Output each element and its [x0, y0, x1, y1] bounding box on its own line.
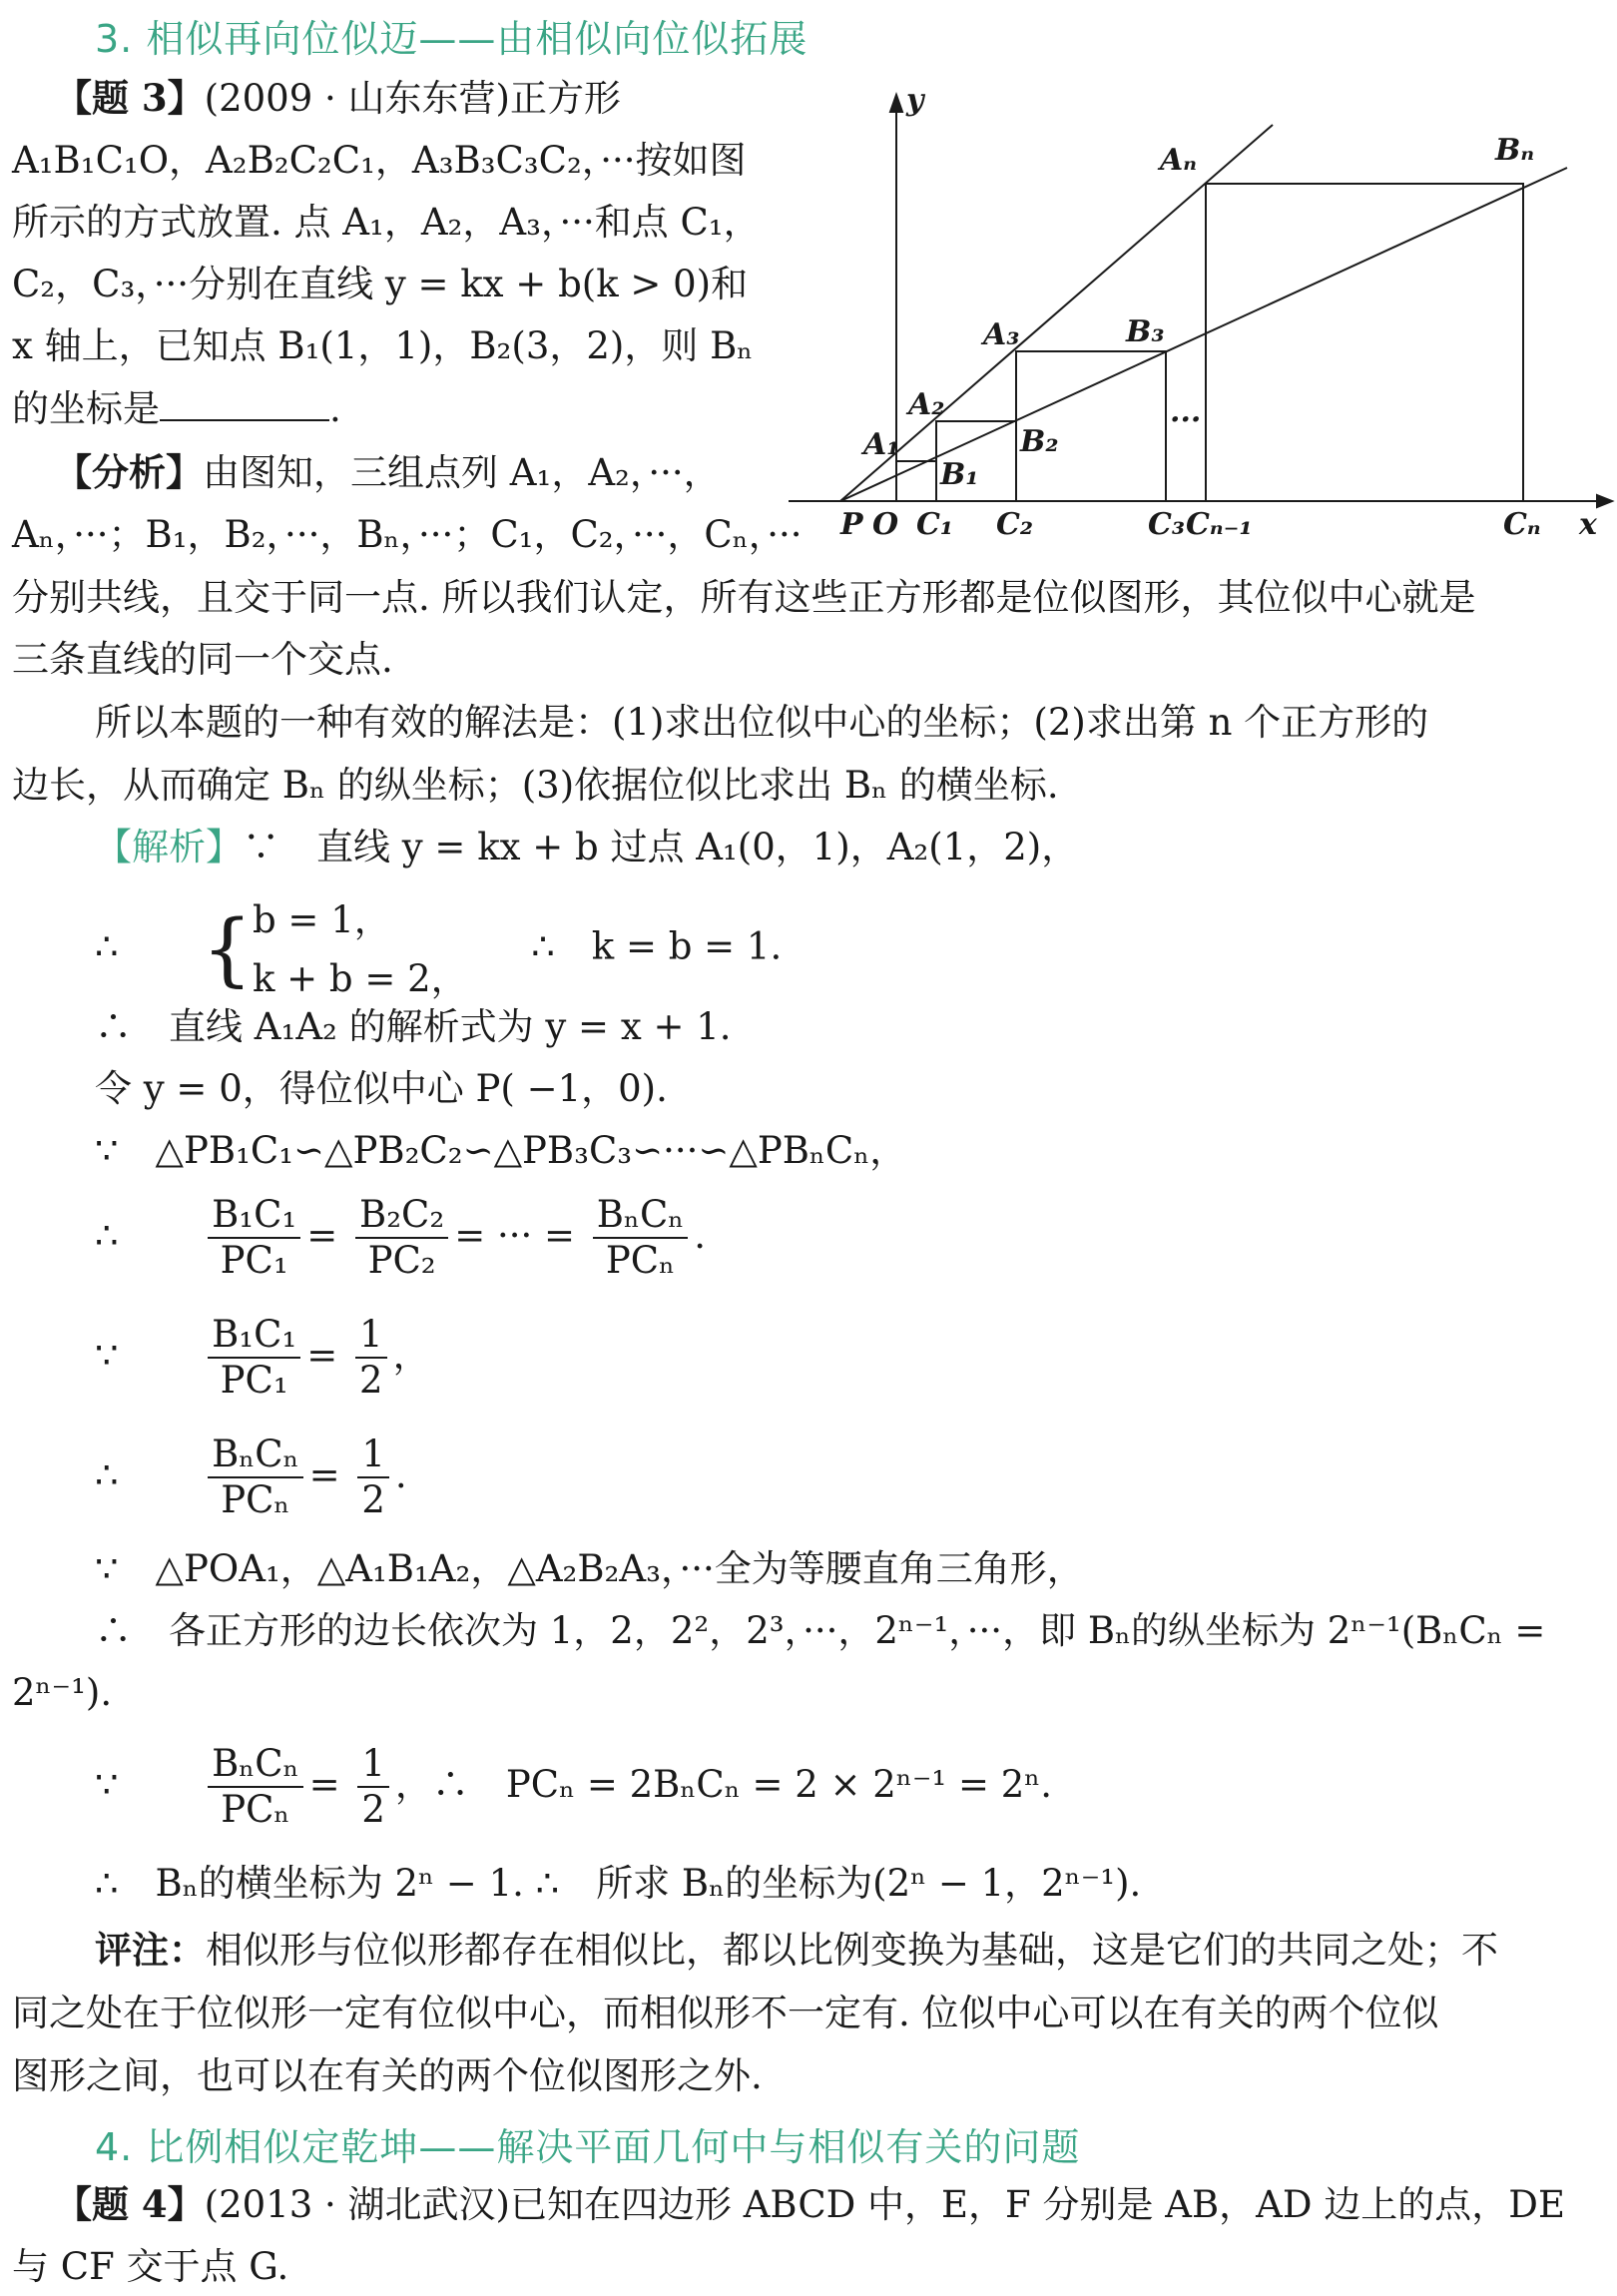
comment-tag: 评注： — [95, 1928, 206, 1972]
k-b-result: ∴ k = b = 1. — [531, 924, 783, 968]
therefore-symbol: ∴ — [95, 1452, 119, 1496]
problem-3-line-3: 所示的方式放置. 点 A₁，A₂，A₃，···和点 C₁， — [12, 201, 761, 244]
problem-3-source: (2009 · 山东东营)正方形 — [204, 77, 621, 120]
label-an: Aₙ — [1160, 143, 1198, 178]
solution-line-7: ∵ $\frac{\text{B₁C₁}}{\text{PC₁}}$ = $\frac{1}{2}$ ， — [95, 1313, 430, 1403]
label-a3: A₃ — [983, 317, 1020, 352]
solution-line-4: 令 y = 0，得位似中心 P( −1，0). — [95, 1067, 668, 1110]
problem-3-tag: 【题 3】 — [55, 76, 205, 120]
analysis-line-2: Aₙ，···；B₁，B₂，···，Bₙ，···；C₁，C₂，···，Cₙ，··· — [12, 513, 803, 556]
section-3-heading: 3. 相似再向位似迈——由相似向位似拓展 — [95, 17, 808, 61]
answer-blank — [160, 389, 329, 421]
square-n — [1206, 184, 1523, 501]
problem-3-question: 的坐标是 — [12, 387, 160, 430]
squares-figure — [769, 80, 1617, 559]
label-y: y — [906, 83, 924, 118]
comment-line-1 — [95, 1928, 1498, 1972]
analysis-line-1 — [55, 450, 721, 494]
label-a1: A₁ — [863, 427, 900, 462]
fraction-half: $\frac{1}{2}$ — [355, 1313, 387, 1404]
solution-line-12: ∴ Bₙ的横坐标为 2ⁿ − 1. ∴ 所求 Bₙ的坐标为(2ⁿ − 1，2ⁿ⁻¹). — [95, 1862, 1142, 1905]
label-b3: B₃ — [1126, 314, 1165, 349]
problem-4-line-2: 与 CF 交于点 G. — [12, 2245, 289, 2288]
y-axis-arrow — [890, 95, 902, 112]
because-symbol: ∵ — [95, 1762, 119, 1806]
solution-line-8: ∴ $\frac{\text{BₙCₙ}}{\text{PCₙ}}$ = $\frac{1}{2}$ . — [95, 1433, 407, 1522]
problem-3-line-6: 的坐标是 . — [12, 387, 341, 430]
fraction-bncn-pcn-2: $\frac{\text{BₙCₙ}}{\text{PCₙ}}$ — [208, 1742, 303, 1833]
equation-system — [253, 890, 468, 1008]
fraction-bncn-pcn: $\frac{\text{BₙCₙ}}{\text{PCₙ}}$ — [208, 1433, 303, 1523]
solution-line-6: ∴ $\frac{\text{B₁C₁}}{\text{PC₁}}$ = $\frac{\text{B₂C₂}}{\text{PC₂}}$ = ··· = $\frac{\text{BₙCₙ}}{\text{PCₙ}}$ . — [95, 1193, 707, 1283]
problem-4-text-1: (2013 · 湖北武汉)已知在四边形 ABCD 中，E，F 分别是 AB，AD 边上的点，DE — [204, 2183, 1565, 2226]
section-4-heading: 4. 比例相似定乾坤——解决平面几何中与相似有关的问题 — [95, 2125, 1081, 2169]
label-p: P — [840, 507, 863, 542]
label-a2: A₂ — [908, 387, 945, 422]
equation-2: k + b = 2， — [252, 957, 468, 1001]
solution-tag: 【解析】 — [95, 826, 243, 868]
solution-line-2 — [95, 890, 782, 1008]
analysis-line-5: 所以本题的一种有效的解法是：(1)求出位似中心的坐标；(2)求出第 n 个正方形的 — [95, 701, 1429, 744]
problem-4-line-1 — [55, 2182, 1565, 2226]
label-c2: C₂ — [996, 507, 1034, 542]
problem-3-line-2: A₁B₁C₁O，A₂B₂C₂C₁，A₃B₃C₃C₂，···按如图 — [12, 139, 747, 182]
comment-line-3: 图形之间，也可以在有关的两个位似图形之外. — [12, 2054, 763, 2097]
label-c3: C₃ — [1148, 507, 1186, 542]
solution-line-9: ∵ △POA₁，△A₁B₁A₂，△A₂B₂A₃，···全为等腰直角三角形， — [95, 1547, 1084, 1590]
label-c1: C₁ — [916, 507, 954, 542]
label-bn: Bₙ — [1495, 133, 1535, 168]
label-b1: B₁ — [940, 457, 979, 492]
label-o: O — [872, 507, 899, 542]
comment-text-1: 相似形与位似形都存在相似比，都以比例变换为基础，这是它们的共同之处；不 — [206, 1929, 1498, 1972]
fraction-n: $\frac{\text{BₙCₙ}}{\text{PCₙ}}$ — [593, 1193, 689, 1284]
solution-line-1 — [95, 826, 1079, 868]
analysis-line-4: 三条直线的同一个交点. — [12, 638, 393, 681]
solution-step-1: ∵ 直线 y = kx + b 过点 A₁(0，1)，A₂(1，2)， — [243, 826, 1079, 868]
solution-line-11: ∵ $\frac{\text{BₙCₙ}}{\text{PCₙ}}$ = $\frac{1}{2}$ ，∴ PCₙ = 2BₙCₙ = 2 × 2ⁿ⁻¹ = 2ⁿ. — [95, 1742, 1053, 1832]
fraction-1: $\frac{\text{B₁C₁}}{\text{PC₁}}$ — [208, 1193, 300, 1284]
problem-3-line-4: C₂，C₃，···分别在直线 y = kx + b(k > 0)和 — [12, 263, 749, 305]
equation-brace: { — [202, 902, 253, 996]
fraction-half-2: $\frac{1}{2}$ — [357, 1433, 389, 1523]
label-cn: Cₙ — [1503, 507, 1541, 542]
solution-line-5: ∵ △PB₁C₁∽△PB₂C₂∽△PB₃C₃∽···∽△PBₙCₙ， — [95, 1129, 907, 1172]
analysis-line-6: 边长，从而确定 Bₙ 的纵坐标；(3)依据位似比求出 Bₙ 的横坐标. — [12, 764, 1059, 807]
equation-1: b = 1， — [252, 898, 391, 941]
solution-line-10b: 2ⁿ⁻¹). — [12, 1671, 113, 1714]
solution-line-10: ∴ 各正方形的边长依次为 1，2，2²，2³，···，2ⁿ⁻¹，···，即 Bₙ的纵坐标为 2ⁿ⁻¹(BₙCₙ = — [95, 1609, 1546, 1652]
pcn-result: ，∴ PCₙ = 2BₙCₙ = 2 × 2ⁿ⁻¹ = 2ⁿ. — [394, 1762, 1053, 1806]
line-b — [840, 168, 1567, 501]
solution-line-3: ∴ 直线 A₁A₂ 的解析式为 y = x + 1. — [95, 1005, 732, 1048]
label-x: x — [1579, 507, 1597, 542]
fraction-b1c1-pc1: $\frac{\text{B₁C₁}}{\text{PC₁}}$ — [208, 1313, 300, 1404]
analysis-line-3: 分别共线，且交于同一点. 所以我们认定，所有这些正方形都是位似图形，其位似中心就是 — [12, 576, 1476, 619]
fraction-2: $\frac{\text{B₂C₂}}{\text{PC₂}}$ — [355, 1193, 448, 1284]
x-axis-arrow — [1597, 495, 1612, 507]
label-cn-1: Cₙ₋₁ — [1186, 507, 1253, 542]
fraction-half-3: $\frac{1}{2}$ — [357, 1742, 389, 1833]
label-b2: B₂ — [1020, 424, 1059, 459]
problem-3-line-5: x 轴上，已知点 B₁(1，1)，B₂(3，2)，则 Bₙ — [12, 324, 754, 367]
therefore-symbol: ∴ — [95, 924, 119, 968]
because-symbol: ∵ — [95, 1333, 119, 1377]
analysis-tag: 【分析】 — [55, 450, 203, 494]
label-dots: ··· — [1170, 402, 1202, 437]
comment-line-2: 同之处在于位似形一定有位似中心，而相似形不一定有. 位似中心可以在有关的两个位似 — [12, 1992, 1439, 2034]
problem-3-line-1 — [55, 76, 621, 120]
analysis-text-1: 由图知，三组点列 A₁，A₂，···， — [203, 451, 721, 494]
therefore-symbol: ∴ — [95, 1213, 119, 1257]
ellipsis-equals: = ··· = — [454, 1213, 575, 1257]
problem-4-tag: 【题 4】 — [55, 2182, 205, 2226]
